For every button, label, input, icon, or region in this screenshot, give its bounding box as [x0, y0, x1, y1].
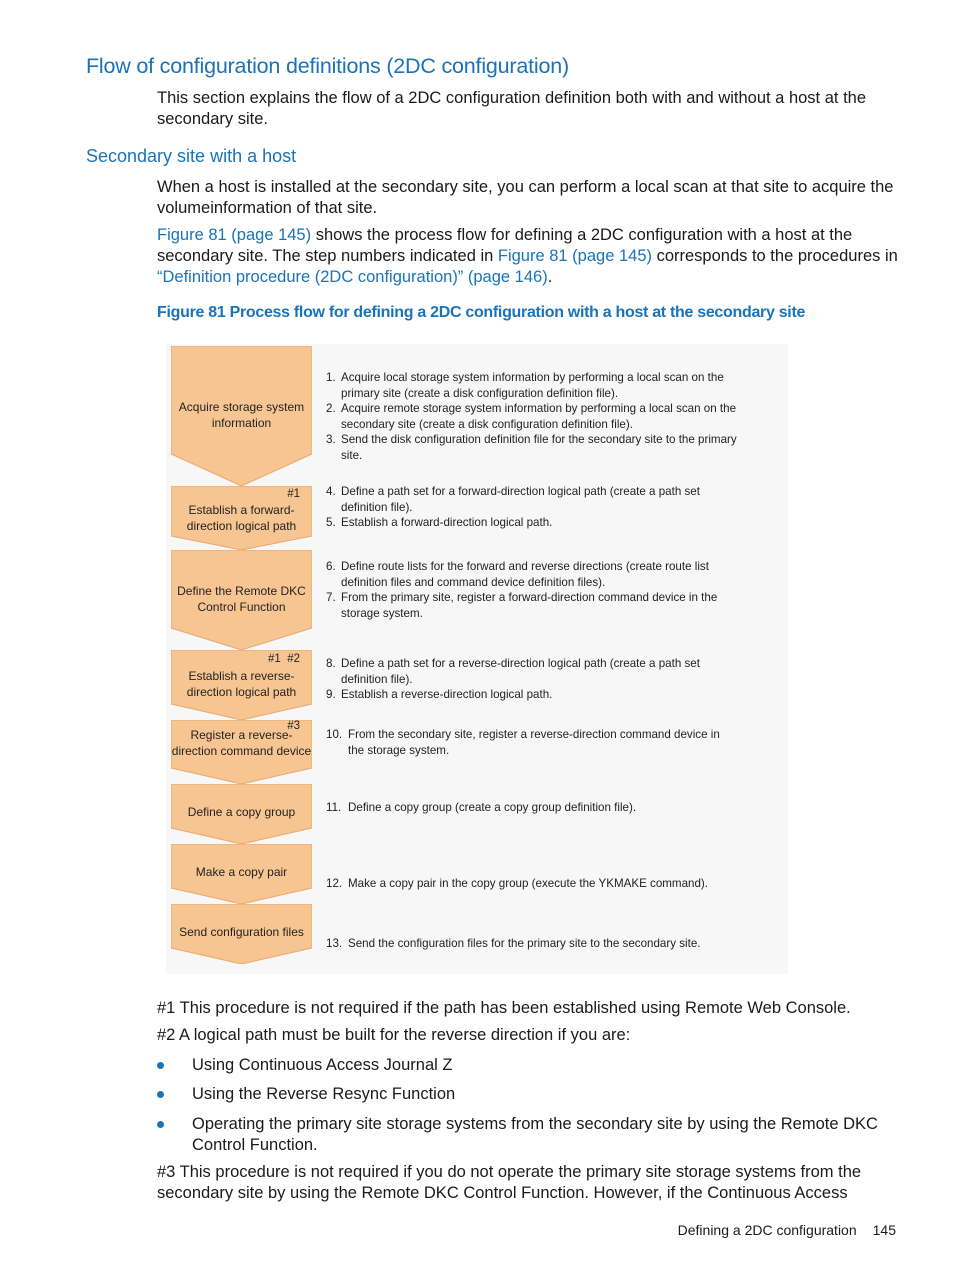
flow-step-label: Establish a reverse-direction logical path [186, 669, 297, 699]
figure-caption: Figure 81 Process flow for defining a 2DC configuration with a host at the secondary site [157, 304, 806, 321]
step-text: site. [341, 448, 363, 462]
step-number: 11. [326, 801, 342, 814]
step-text: Acquire local storage system information by performing a local scan on the [341, 371, 724, 384]
flow-step-description [326, 484, 776, 531]
step-number: 12. [326, 877, 343, 890]
flow-step-description [326, 800, 776, 816]
flow-step-label: Establish a forward-direction logical path [186, 503, 297, 533]
paragraph-text: corresponds to the procedures in [652, 247, 898, 265]
flow-step-send-files [171, 904, 312, 964]
bullet-icon [157, 1091, 164, 1098]
paragraph-text: shows the process flow for defining a 2DC configuration with a host at the secondary site. The step numbers indicated in [157, 226, 853, 265]
flow-step-register-device [171, 720, 312, 784]
bullet-icon [157, 1062, 164, 1069]
flow-step-label: Acquire storage system information [178, 400, 305, 430]
step-text: Establish a forward-direction logical path. [341, 516, 553, 529]
host-paragraph: When a host is installed at the secondary site, you can perform a local scan at that site to acquire the volumeinformation of that site. [157, 178, 894, 217]
flow-step-acquire [171, 346, 312, 486]
figure-reference-paragraph [157, 225, 902, 288]
flow-step-label: Send configuration files [179, 925, 304, 939]
step-text: Define route lists for the forward and reverse directions (create route list [341, 560, 709, 573]
flow-step-label: Register a reverse-direction command device [171, 728, 312, 758]
page-heading: Flow of configuration definitions (2DC configuration) [86, 54, 569, 78]
step-text: From the secondary site, register a reverse-direction command device in [348, 728, 720, 741]
step-text: the storage system. [348, 743, 450, 757]
flow-step-forward-path [171, 486, 312, 550]
step-text: definition file). [341, 672, 413, 686]
flow-step-label: Define the Remote DKC Control Function [177, 584, 306, 614]
step-note-tag: #1 #2 [268, 653, 300, 665]
step-text: Establish a reverse-direction logical path. [341, 688, 553, 701]
step-number: 8. [326, 657, 336, 670]
figure-81-link[interactable]: Figure 81 (page 145) [157, 226, 312, 244]
note-3: #3 This procedure is not required if you do not operate the primary site storage systems from the secondary site by using the Remote DKC Control Function. However, if the Continuous Access [157, 1163, 862, 1202]
step-number: 2. [326, 402, 336, 415]
step-text: Send the configuration files for the primary site to the secondary site. [348, 937, 701, 950]
step-number: 6. [326, 560, 336, 573]
footer-title: Defining a 2DC configuration [677, 1222, 857, 1238]
flow-step-reverse-path [171, 650, 312, 720]
step-note-tag: #3 [287, 720, 300, 732]
step-text: Acquire remote storage system information by performing a local scan on the [341, 402, 737, 415]
step-text: Define a copy group (create a copy group definition file). [348, 801, 637, 814]
section-subheading: Secondary site with a host [86, 146, 297, 166]
step-number: 13. [326, 937, 343, 950]
step-number: 9. [326, 688, 336, 701]
step-text: storage system. [341, 606, 423, 620]
step-number: 4. [326, 485, 336, 498]
step-text: definition files and command device definition files). [341, 575, 606, 589]
flow-step-label: Define a copy group [187, 805, 296, 819]
note-1: #1 This procedure is not required if the path has been established using Remote Web Console. [157, 999, 851, 1017]
step-number: 7. [326, 591, 336, 604]
step-text: Make a copy pair in the copy group (execute the YKMAKE command). [348, 877, 709, 890]
step-text: Define a path set for a forward-direction logical path (create a path set [341, 485, 700, 498]
flow-step-copy-pair [171, 844, 312, 904]
flow-step-label: Make a copy pair [195, 865, 288, 879]
step-text: definition file). [341, 500, 413, 514]
bullet-text: Using the Reverse Resync Function [192, 1085, 456, 1103]
step-note-tag: #1 [287, 488, 300, 500]
step-text: From the primary site, register a forward-direction command device in the [341, 591, 718, 604]
intro-paragraph: This section explains the flow of a 2DC configuration definition both with and without a host at the secondary site. [157, 89, 867, 128]
step-number: 5. [326, 516, 336, 529]
step-number: 3. [326, 433, 336, 446]
step-text: secondary site (create a disk configuration definition file). [341, 417, 633, 431]
step-text: Send the disk configuration definition file for the secondary site to the primary [341, 433, 737, 446]
paragraph-text: . [547, 268, 553, 286]
process-flow-figure [166, 344, 788, 974]
page-footer [662, 1222, 896, 1238]
figure-81-link[interactable]: Figure 81 (page 145) [497, 247, 652, 265]
flow-step-description [326, 370, 776, 463]
flow-step-description [326, 656, 776, 703]
step-text: primary site (create a disk configuration definition file). [341, 386, 619, 400]
flow-step-remote-dkc [171, 550, 312, 650]
step-number: 1. [326, 371, 336, 384]
bullet-text: Using Continuous Access Journal Z [192, 1056, 453, 1074]
flow-step-description [326, 727, 776, 758]
bullet-text: Operating the primary site storage systems from the secondary site by using the Remote DKC Control Function. [192, 1115, 878, 1154]
flow-step-description [326, 936, 776, 952]
flow-step-description [326, 559, 776, 621]
flow-step-copy-group [171, 784, 312, 844]
definition-procedure-link[interactable]: “Definition procedure (2DC configuration)” (page 146) [157, 268, 548, 286]
page-number: 145 [872, 1222, 896, 1238]
step-text: Define a path set for a reverse-direction logical path (create a path set [341, 657, 700, 670]
step-number: 10. [326, 728, 343, 741]
flow-step-description [326, 876, 776, 892]
bullet-icon [157, 1121, 164, 1128]
note-2: #2 A logical path must be built for the reverse direction if you are: [157, 1026, 631, 1044]
